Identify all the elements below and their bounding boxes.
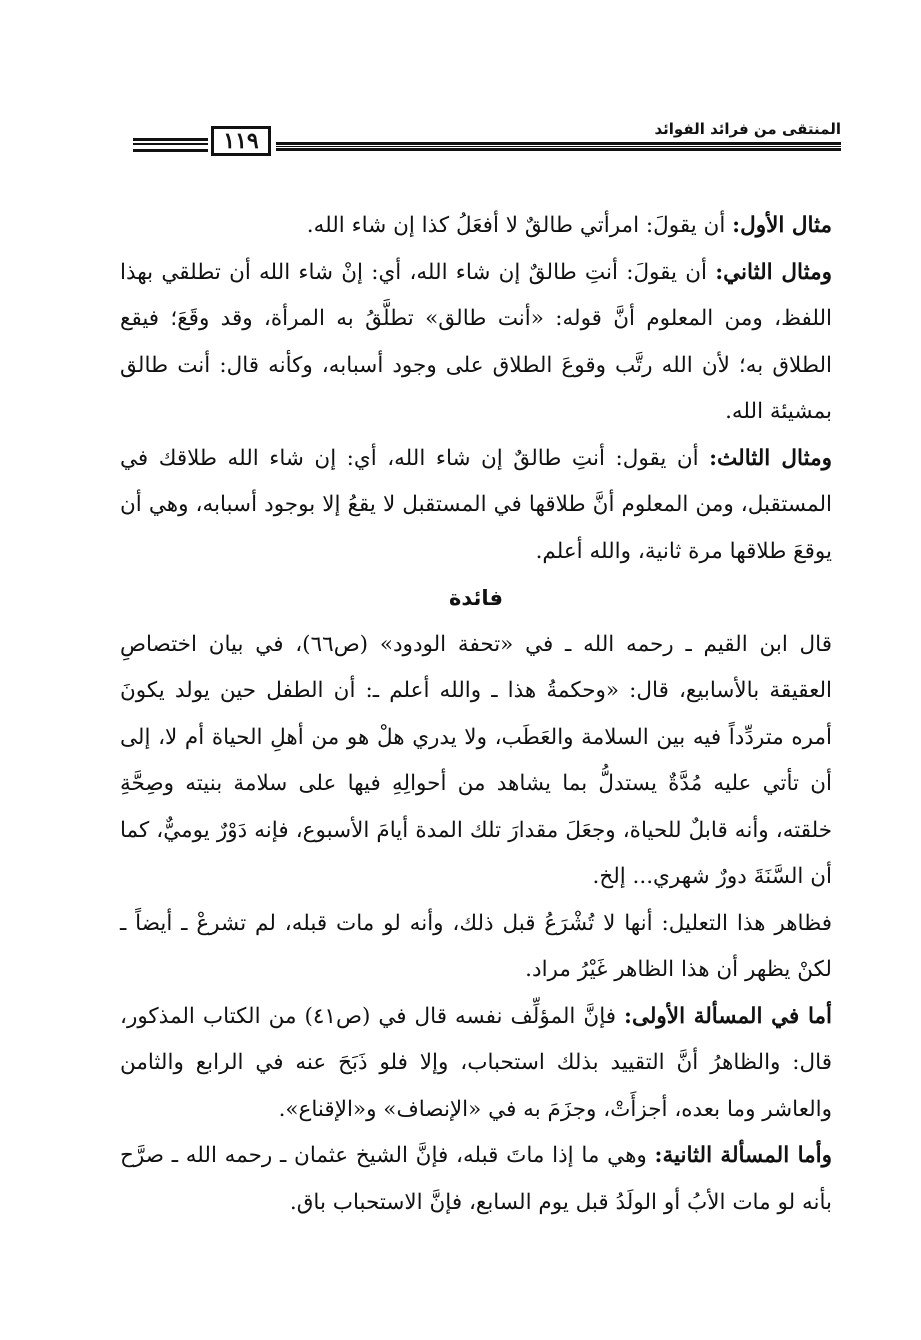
paragraph-text: قال ابن القيم ـ رحمه الله ـ في «تحفة الودود» (ص٦٦)، في بيان اختصاصِ العقيقة بالأسابيع، قال: «وحكمةُ هذا ـ والله أعلم ـ: أن الطفل حين يولد يكونَ أمره متردِّداً فيه بين السلامة والعَطَب، ولا يدري هلْ هو من أهلِ الحياة أم لا، إلى أن تأتي عليه مُدَّةٌ يستدلُّ بما يشاهد من أحوالِهِ فيها على سلامة بنيته وصِحَّةِ خلقته، وأنه قابلٌ للحياة، وجعَلَ مقدارَ تلك المدة أيامَ الأسبوع، فإنه دَوْرٌ يوميٌّ، كما أن السَّنَةَ دورٌ شهري... إلخ. <box>120 631 833 889</box>
paragraph-example-2 <box>120 250 832 436</box>
paragraph-lead: مثال الأول: <box>732 213 832 238</box>
paragraph-text: فظاهر هذا التعليل: أنها لا تُشْرَعُ قبل ذلك، وأنه لو مات قبله، لم تشرعْ ـ أيضاً ـ لكنْ يظهر أن هذا الظاهر غَيْرُ مراد. <box>120 910 832 982</box>
paragraph-example-1 <box>120 203 832 250</box>
paragraph-text: وهي ما إذا ماتَ قبله، فإنَّ الشيخ عثمان ـ رحمه الله ـ صرَّح بأنه لو مات الأبُ أو الولَدُ قبل يوم السابع، فإنَّ الاستحباب باق. <box>120 1143 832 1215</box>
paragraph-first-issue <box>120 994 832 1134</box>
body-text <box>120 203 832 1226</box>
paragraph-example-3 <box>120 436 832 576</box>
paragraph-apparent-meaning <box>120 901 832 994</box>
section-heading: فائدة <box>448 586 504 610</box>
paragraph-text: أن يقولَ: أنتِ طالقٌ إن شاء الله، أي: إنْ شاء الله أن تطلقي بهذا اللفظ، ومن المعلوم أنَّ قوله: «أنت طالق» تطلَّقُ به المرأة، وقد وقَعَ؛ فيقع الطلاق به؛ لأن الله رتَّب وقوعَ الطلاق على وجود أسبابه، وكأنه قال: أنت طالق بمشيئة الله. <box>120 259 832 424</box>
header-rule-right <box>276 142 841 151</box>
paragraph-lead: ومثال الثاني: <box>715 259 832 285</box>
paragraph-text: فإنَّ المؤلِّف نفسه قال في (ص٤١) من الكتاب المذكور، قال: والظاهرُ أنَّ التقييد بذلك استحباب، وإلا فلو ذَبَحَ عنه في الرابع والثامن والعاشر وما بعده، أجزأَتْ، وجزَمَ به في «الإنصاف» و«الإقناع». <box>120 1003 832 1122</box>
paragraph-lead: أما في المسألة الأولى: <box>624 1003 832 1029</box>
paragraph-second-issue <box>120 1133 832 1226</box>
paragraph-text: أن يقول: أنتِ طالقٌ إن شاء الله، أي: إن شاء الله طلاقك في المستقبل، ومن المعلوم أنَّ طلاقها في المستقبل لا يقعُ إلا بوجود أسبابه، وهي أن يوقعَ طلاقها مرة ثانية، والله أعلم. <box>120 445 832 564</box>
running-title: المنتقى من فرائد الفوائد <box>654 120 841 138</box>
paragraph-lead: وأما المسألة الثانية: <box>654 1143 832 1168</box>
page-number: ١١٩ <box>211 126 271 156</box>
paragraph-ibn-qayyim <box>120 622 832 901</box>
paragraph-text: أن يقولَ: امرأتي طالقٌ لا أفعَلُ كذا إن شاء الله. <box>306 213 733 238</box>
header-rule-left <box>133 138 208 152</box>
paragraph-lead: ومثال الثالث: <box>709 445 832 471</box>
